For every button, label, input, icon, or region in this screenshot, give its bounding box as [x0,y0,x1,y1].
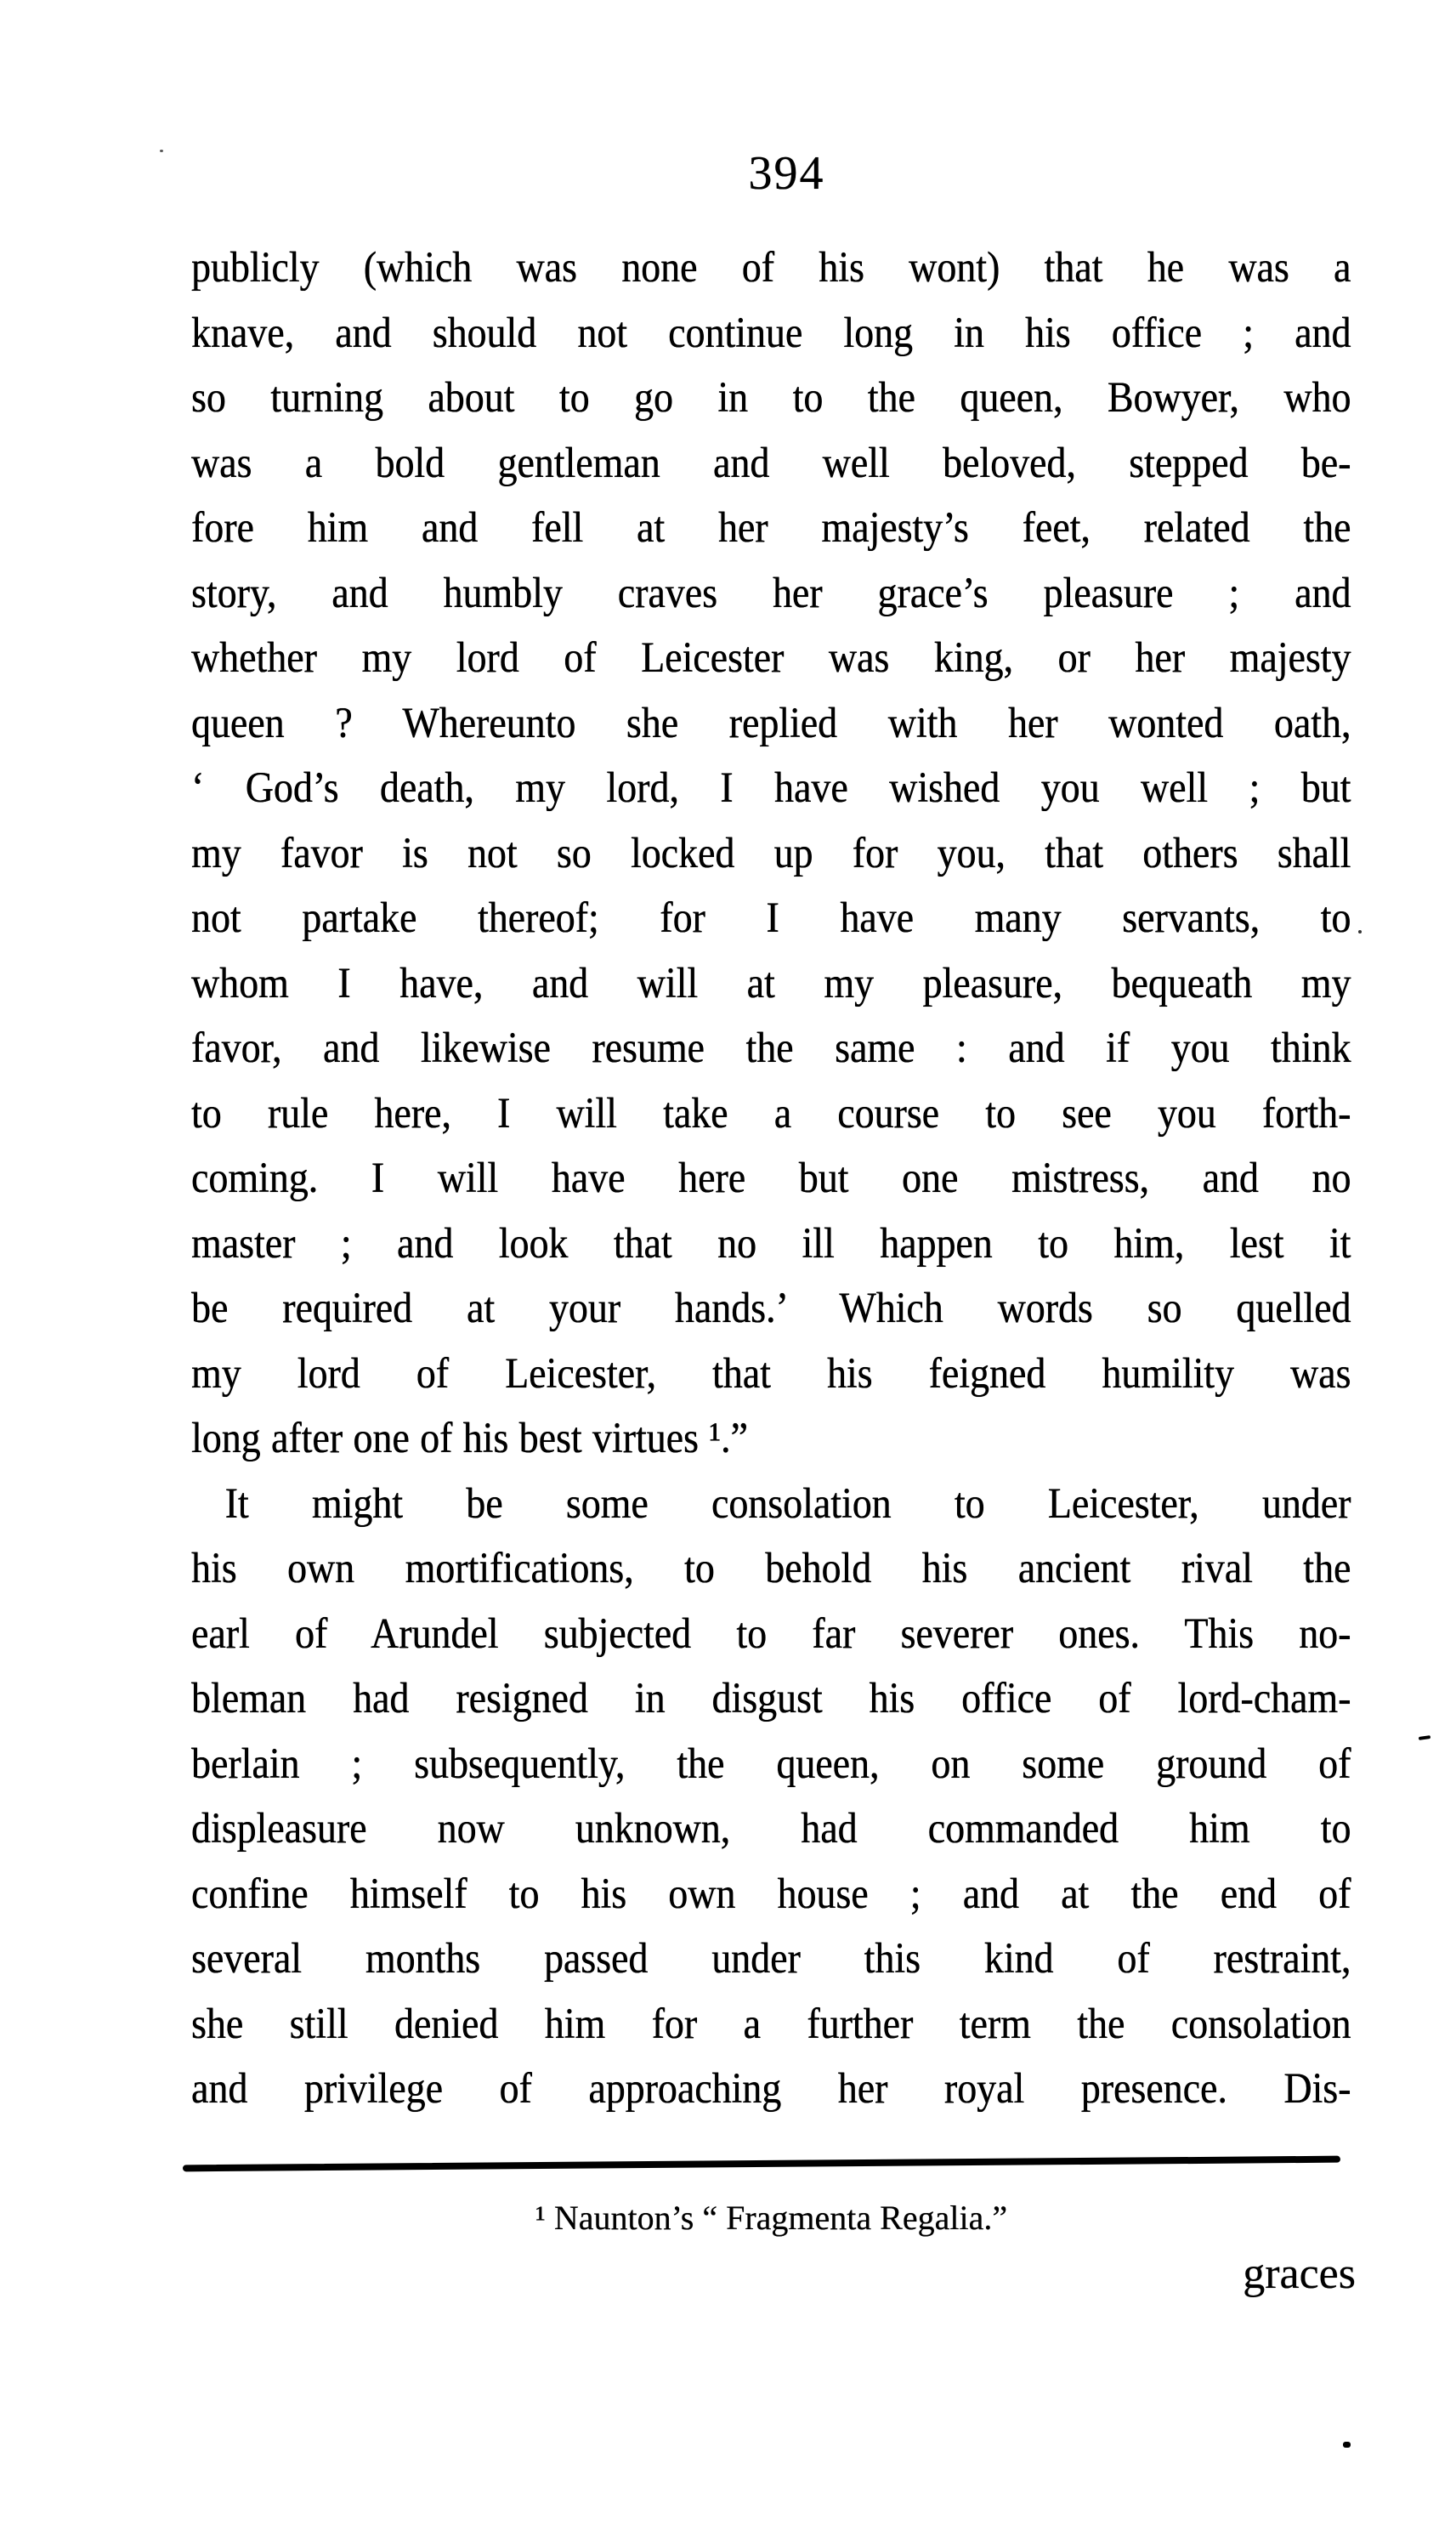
footnote: ¹ Naunton’s “ Fragmenta Regalia.” [535,2199,1008,2237]
text-line: displeasure now unknown, had commanded him to [191,1805,1351,1853]
footnote-rule [183,2156,1340,2172]
text-line: coming. I will have here but one mistress, and no [191,1155,1351,1202]
ink-speck [1419,1735,1431,1740]
text-line: was a bold gentleman and well beloved, stepped be- [191,439,1351,487]
text-line: be required at your hands.’ Which words so quelled [191,1285,1351,1332]
page-number: 394 [748,147,825,200]
text-line: so turning about to go in to the queen, Bowyer, who [191,374,1351,422]
ink-speck [160,150,163,152]
text-line: long after one of his best virtues ¹.” [191,1415,748,1462]
text-line: fore him and fell at her majesty’s feet, related the [191,504,1351,552]
ink-speck [1358,930,1362,934]
text-line: my lord of Leicester, that his feigned humility was [191,1349,1351,1398]
text-line: she still denied him for a further term the consolation [191,2000,1351,2048]
text-line: master ; and look that no ill happen to him, lest it [191,1219,1351,1268]
text-line: my favor is not so locked up for you, that others shall [191,829,1351,877]
text-line: publicly (which was none of his wont) that he was a [191,244,1351,292]
text-line: whether my lord of Leicester was king, or her majesty [191,634,1351,682]
text-line: and privilege of approaching her royal presence. Dis- [191,2065,1351,2113]
text-line: favor, and likewise resume the same : and if you think [191,1024,1351,1072]
text-line: several months passed under this kind of restraint, [191,1935,1351,1983]
body-text [191,236,1351,2122]
text-line: ‘ God’s death, my lord, I have wished you well ; but [191,764,1351,812]
text-line: queen ? Whereunto she replied with her wonted oath, [191,699,1351,747]
text-line: story, and humbly craves her grace’s pleasure ; and [191,569,1351,617]
catchword: graces [1243,2250,1356,2298]
text-line: to rule here, I will take a course to see you forth- [191,1089,1351,1138]
text-line: It might be some consolation to Leicester, under [224,1479,1351,1528]
text-line: his own mortifications, to behold his ancient rival the [191,1545,1351,1592]
text-line: whom I have, and will at my pleasure, bequeath my [191,959,1351,1007]
text-line: earl of Arundel subjected to far severer ones. This no- [191,1609,1351,1658]
text-line: not partake thereof; for I have many servants, to [191,894,1351,942]
text-line: bleman had resigned in disgust his office of lord-cham- [191,1675,1351,1722]
text-line: berlain ; subsequently, the queen, on some ground of [191,1739,1351,1788]
text-line: confine himself to his own house ; and at the end of [191,1870,1351,1918]
text-line: knave, and should not continue long in his office ; and [191,309,1351,357]
ink-speck [1343,2442,1351,2448]
